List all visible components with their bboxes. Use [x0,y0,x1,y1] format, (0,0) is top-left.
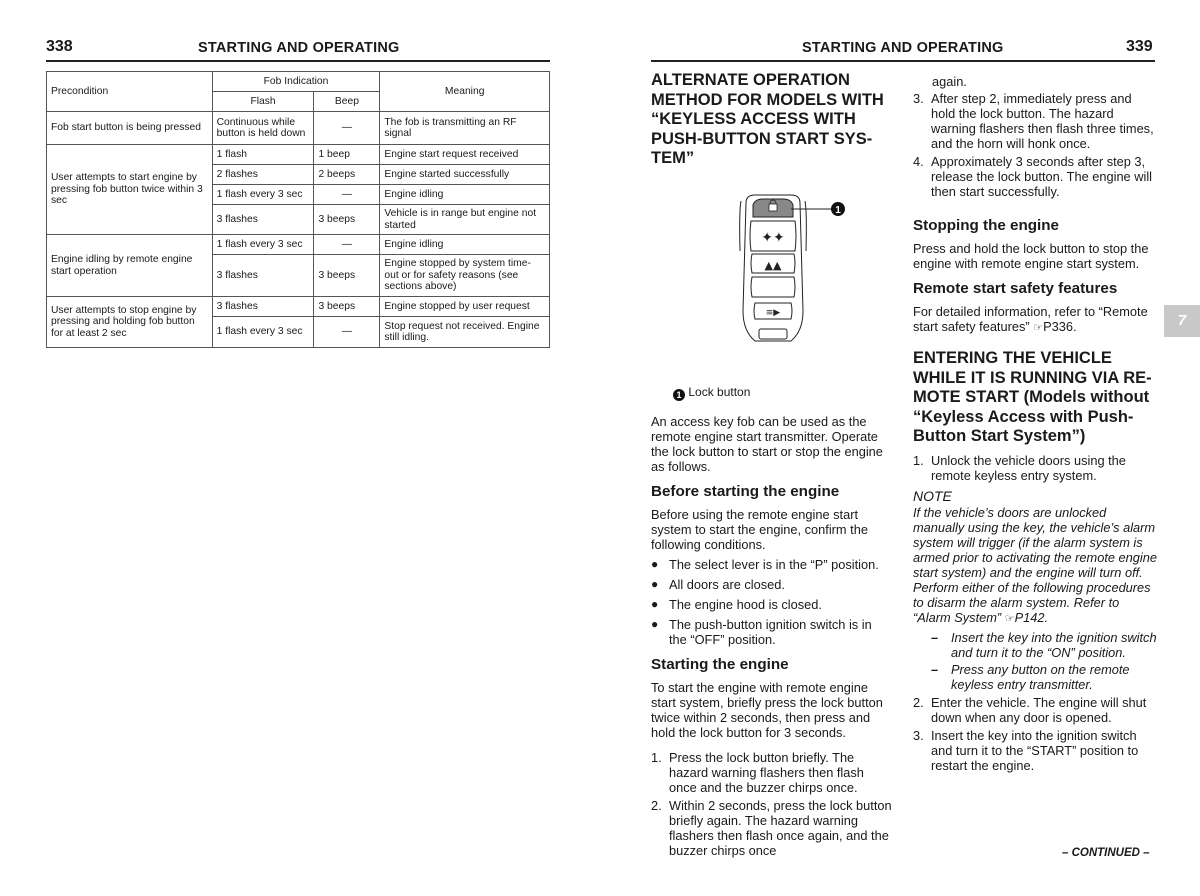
before-starting-text: Before using the remote engine start system to start the engine, confirm the following conditions. [651,506,868,552]
table-cell-meaning: Engine idling [380,185,550,205]
header-fob-indication: Fob Indication [212,72,380,92]
table-cell-flash: 2 flashes [212,165,314,185]
table-cell-beep: — [314,185,380,205]
page-number-left: 338 [46,38,73,55]
table-cell-flash: 1 flash [212,145,314,165]
list-item: – Insert the key into the ignition switch and turn it to the “ON” position. [931,629,1157,660]
table-cell-beep: — [314,112,380,145]
entering-vehicle-heading: ENTERING THE VEHICLE WHILE IT IS RUNNING VIA RE-MOTE START (Models without “Keyless Access with Push-Button Start System”) [913,349,1152,445]
table-cell-precondition: Fob start button is being pressed [47,112,213,145]
table-cell-flash: 3 flashes [212,297,314,317]
page-reference-icon: ☞ [1004,612,1015,625]
table-cell-flash: 1 flash every 3 sec [212,185,314,205]
table-cell-meaning: The fob is transmitting an RF signal [380,112,550,145]
conditions-list [651,557,893,647]
starting-engine-heading: Starting the engine [651,655,789,673]
key-fob-figure [651,191,893,374]
table-cell-beep: — [314,317,380,348]
figure-callout: 1 [835,204,841,216]
enter-steps-list [913,453,1158,483]
list-item: 1. Unlock the vehicle doors using the remote keyless entry system. [913,452,1126,483]
table-cell-meaning: Vehicle is in range but engine not started [380,205,550,235]
key-fob-illustration [651,191,893,374]
table-cell-beep: 3 beeps [314,205,380,235]
list-item: ● The engine hood is closed. [651,596,822,612]
starting-engine-text: To start the engine with remote engine start system, briefly press the lock button twice within 2 seconds, then press and hold the lock button for 3 seconds. [651,679,883,740]
right-column-1 [651,71,893,858]
before-starting-heading: Before starting the engine [651,482,840,500]
table-cell-beep: 2 beeps [314,165,380,185]
running-head-right: STARTING AND OPERATING [802,40,1004,56]
safety-features-heading: Remote start safety features [913,280,1118,297]
header-rule-right [651,60,1155,62]
list-item: ● All doors are closed. [651,576,785,592]
list-item: – Press any button on the remote keyless entry transmitter. [931,661,1130,692]
note-label: NOTE [913,487,952,504]
page-reference-link[interactable]: P336. [1043,319,1077,334]
header-beep: Beep [314,92,380,112]
table-cell-flash: 3 flashes [212,255,314,297]
table-cell-meaning: Engine started successfully [380,165,550,185]
table-cell-precondition: User attempts to start engine by pressing fob button twice within 3 sec [47,145,213,235]
continued-step-text: again. [932,74,967,89]
svg-text:✦✦: ✦✦ [761,229,785,246]
disarm-options-list [913,630,1158,692]
enter-steps-list-continued [913,695,1158,773]
page-reference-icon: ☞ [1033,322,1044,334]
start-steps-list-continued [913,91,1158,199]
caption-number: 1 [673,389,685,401]
table-cell-beep: — [314,235,380,255]
list-item: ● The select lever is in the “P” position. [651,556,879,572]
safety-features-text: For detailed information, refer to “Remote start safety features” ☞P336. [913,304,1148,334]
table-cell-flash: 1 flash every 3 sec [212,317,314,348]
table-cell-beep: 1 beep [314,145,380,165]
alt-operation-heading: ALTERNATE OPERATION METHOD FOR MODELS WITH “KEYLESS ACCESS WITH PUSH-BUTTON START SYS-TEM” [651,71,884,167]
list-item: 2. Within 2 seconds, press the lock button briefly again. The hazard warning flashers then flash once again, and the buzzer chirps once [651,797,892,858]
table-cell-precondition: User attempts to stop engine by pressing and holding fob button for at least 2 sec [47,297,213,348]
note-text: If the vehicle’s doors are unlocked manually using the key, the vehicle’s alarm system will trigger (if the alarm system is armed prior to activating the remote engine start system) and the engine will turn off. Perform either of the following procedures to disarm the alarm system. Refer to “Alarm System” ☞P142. [913,504,1157,625]
header-meaning: Meaning [380,72,550,112]
header-rule-left [46,60,550,62]
stopping-engine-text: Press and hold the lock button to stop the engine with remote engine start system. [913,241,1149,271]
chapter-tab: 7 [1164,305,1200,337]
list-item: 3. After step 2, immediately press and hold the lock button. The hazard warning flashers then flash three times, and the horn will honk once. [913,91,1154,151]
table-cell-beep: 3 beeps [314,255,380,297]
caption-text: Lock button [688,384,751,399]
page-number-right: 339 [1126,38,1153,55]
table-cell-meaning: Engine start request received [380,145,550,165]
table-cell-flash: 3 flashes [212,205,314,235]
list-item: 1. Press the lock button briefly. The hazard warning flashers then flash once and the buzzer chirps once. [651,749,864,795]
fob-indication-table [46,71,550,348]
list-item: 2. Enter the vehicle. The engine will shut down when any door is opened. [913,694,1147,725]
start-steps-list [651,750,893,858]
list-item: 3. Insert the key into the ignition switch and turn it to the “START” position to restart the engine. [913,727,1139,773]
table-cell-flash: Continuous while button is held down [212,112,314,145]
svg-text:▲▲: ▲▲ [764,258,782,272]
running-head-left: STARTING AND OPERATING [198,40,400,56]
table-cell-meaning: Engine stopped by system time-out or for safety reasons (see sections above) [380,255,550,297]
page-reference-link[interactable]: P142. [1014,609,1049,625]
list-item: 4. Approximately 3 seconds after step 3, release the lock button. The engine will then start successfully. [913,154,1153,199]
table-cell-flash: 1 flash every 3 sec [212,235,314,255]
figure-caption [651,385,893,401]
intro-paragraph: An access key fob can be used as the remote engine start transmitter. Operate the lock button to start or stop the engine as follows. [651,413,883,474]
svg-text:≡▶: ≡▶ [765,307,781,318]
table-cell-meaning: Engine stopped by user request [380,297,550,317]
header-flash: Flash [212,92,314,112]
list-item: ● The push-button ignition switch is in the “OFF” position. [651,616,872,647]
stopping-engine-heading: Stopping the engine [913,217,1059,234]
right-column-2 [913,74,1158,773]
continued-marker: – CONTINUED – [1062,847,1150,859]
table-cell-meaning: Engine idling [380,235,550,255]
table-cell-beep: 3 beeps [314,297,380,317]
table-cell-precondition: Engine idling by remote engine start operation [47,235,213,297]
header-precondition: Precondition [47,72,213,112]
table-cell-meaning: Stop request not received. Engine still idling. [380,317,550,348]
